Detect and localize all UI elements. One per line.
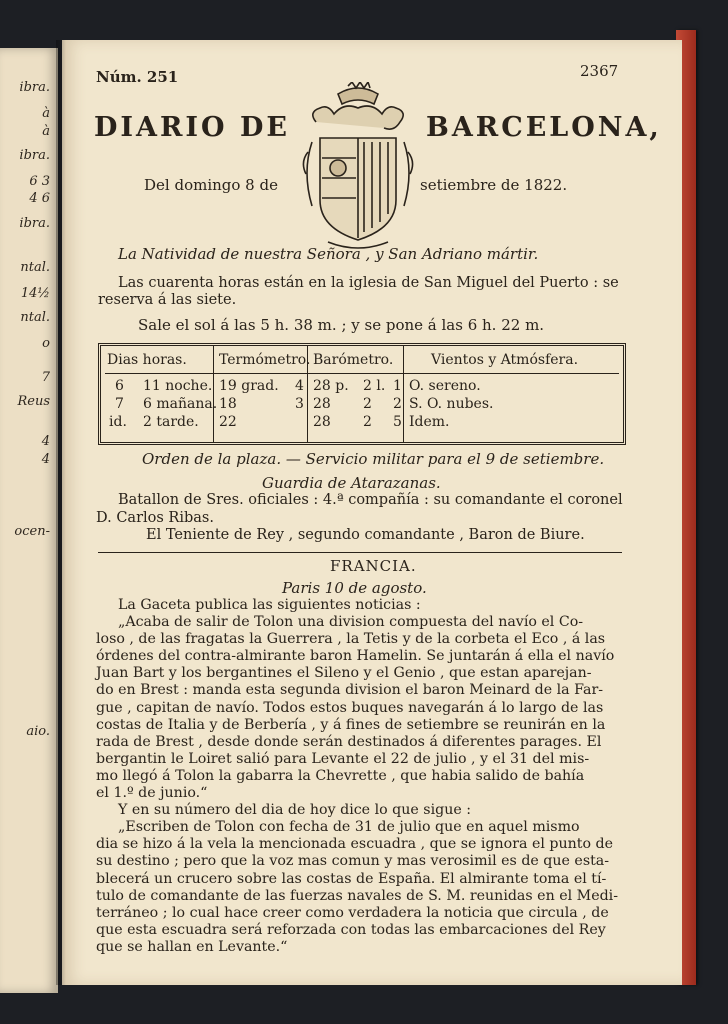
- left-fragment: ibra.: [19, 80, 50, 95]
- weather-cell: 28: [313, 414, 331, 430]
- article-line: bergantin le Loiret salió para Levante el 22 de julio , y el 31 del mis-: [96, 750, 590, 767]
- feast-of-day: La Natividad de nuestra Señora , y San Adriano mártir.: [118, 245, 539, 263]
- article-line: su destino ; pero que la voz mas comun y mas verosimil es de que esta-: [96, 853, 610, 870]
- left-page: [0, 48, 58, 993]
- article-line: „Escriben de Tolon con fecha de 31 de julio que en aquel mismo: [118, 819, 580, 836]
- article-line: La Gaceta publica las siguientes noticias :: [118, 597, 421, 613]
- article-line: gue , capitan de navío. Todos estos buques navegarán á lo largo de las: [96, 699, 604, 716]
- masthead-left: DIARIO DE: [94, 112, 290, 143]
- date-right: setiembre de 1822.: [420, 176, 568, 194]
- battalion-line: Batallon de Sres. oficiales : 4.ª compañía : su comandante el coronel: [118, 492, 623, 508]
- sunrise-sunset: Sale el sol á las 5 h. 38 m. ; y se pone á las 6 h. 22 m.: [138, 316, 545, 334]
- article-line: rada de Brest , desde donde serán destinados á diferentes parages. El: [96, 733, 602, 750]
- weather-header: Termómetro.: [219, 352, 311, 368]
- left-fragment: Reus: [17, 394, 50, 409]
- left-fragment: 4 6: [29, 191, 50, 206]
- weather-header: Dias horas.: [107, 352, 187, 368]
- article-line: dia se hizo á la vela la mencionada escuadra , que se ignora el punto de: [96, 836, 613, 853]
- weather-cell: 6 mañana.: [143, 396, 218, 412]
- article-line: Juan Bart y los bergantines el Sileno y el Genio , que estan aparejan-: [96, 665, 592, 682]
- masthead-right: BARCELONA,: [426, 112, 662, 143]
- coat-of-arms-icon: [298, 82, 418, 252]
- weather-cell: id.: [109, 414, 127, 430]
- left-fragment: ocen-: [14, 524, 50, 539]
- left-fragment: 4: [41, 452, 50, 467]
- gutter-shadow: [56, 40, 66, 985]
- article-line: mo llegó á Tolon la gabarra la Chevrette , que habia salido de bahía: [96, 767, 585, 784]
- weather-divider: [213, 346, 214, 442]
- guard-heading: Guardia de Atarazanas.: [262, 474, 441, 492]
- battalion-line-cont: D. Carlos Ribas.: [96, 510, 214, 526]
- weather-cell: 7: [115, 396, 124, 412]
- article-line: loso , de las fragatas la Guerrera , la Tetis y de la corbeta el Eco , á las: [96, 631, 606, 648]
- weather-cell: 2 tarde.: [143, 414, 199, 430]
- left-fragment: ntal.: [20, 310, 50, 325]
- article-line: Y en su número del dia de hoy dice lo que sigue :: [118, 802, 472, 819]
- issue-number: Núm. 251: [96, 68, 179, 86]
- weather-cell: 5: [393, 414, 402, 430]
- left-fragment: ibra.: [19, 148, 50, 163]
- left-fragment: à: [42, 106, 50, 121]
- left-fragment: 4: [41, 434, 50, 449]
- article-body: [96, 597, 626, 956]
- weather-cell: 28: [313, 396, 331, 412]
- article-line: el 1.º de junio.“: [96, 785, 208, 802]
- article-line: do en Brest : manda esta segunda division el baron Meinard de la Far-: [96, 682, 604, 699]
- article-line: tulo de comandante de las fuerzas navales de S. M. reunidas en el Medi-: [96, 887, 619, 904]
- weather-cell: 11 noche.: [143, 378, 213, 394]
- left-fragment: 6 3: [29, 174, 50, 189]
- date-left: Del domingo 8 de: [144, 176, 278, 194]
- weather-cell: 28 p.: [313, 378, 349, 394]
- left-fragment: aio.: [26, 724, 50, 739]
- left-fragment: 14½: [20, 286, 50, 301]
- article-line: órdenes del contra-almirante baron Hamelin. Se juntarán á ella el navío: [96, 648, 615, 665]
- section-rule: [98, 552, 622, 553]
- forty-hours-notice: Las cuarenta horas están en la iglesia de San Miguel del Puerto : se: [118, 275, 619, 291]
- left-fragment: ntal.: [20, 260, 50, 275]
- weather-header: Vientos y Atmósfera.: [431, 352, 579, 368]
- forty-hours-notice-cont: reserva á las siete.: [98, 292, 237, 308]
- lieutenant-line: El Teniente de Rey , segundo comandante , Baron de Biure.: [146, 527, 585, 543]
- weather-cell: 19 grad.: [219, 378, 279, 394]
- article-line: que se hallan en Levante.“: [96, 938, 288, 955]
- weather-cell: 6: [115, 378, 124, 394]
- weather-cell: 2 l.: [363, 378, 386, 394]
- left-fragment: ibra.: [19, 216, 50, 231]
- weather-cell: 18: [219, 396, 237, 412]
- weather-header-rule: [105, 373, 619, 374]
- weather-cell: 4: [295, 378, 304, 394]
- dateline: Paris 10 de agosto.: [282, 579, 427, 597]
- section-title: FRANCIA.: [330, 557, 417, 575]
- article-line: blecerá un crucero sobre las costas de España. El almirante toma el tí-: [96, 870, 607, 887]
- military-order-heading: Orden de la plaza. — Servicio militar para el 9 de setiembre.: [142, 450, 605, 468]
- weather-cell: 1: [393, 378, 402, 394]
- weather-table: [98, 343, 626, 445]
- weather-cell: 2: [393, 396, 402, 412]
- newspaper-page: [62, 40, 682, 985]
- left-fragment: à: [42, 124, 50, 139]
- article-line: „Acaba de salir de Tolon una division compuesta del navío el Co-: [118, 614, 584, 631]
- article-line: que esta escuadra será reforzada con todas las embarcaciones del Rey: [96, 921, 606, 938]
- weather-cell: 2: [363, 396, 372, 412]
- weather-divider: [403, 346, 404, 442]
- page-folio: 2367: [580, 62, 619, 80]
- weather-header: Barómetro.: [313, 352, 394, 368]
- weather-cell: 22: [219, 414, 237, 430]
- weather-cell: S. O. nubes.: [409, 396, 494, 412]
- weather-cell: 2: [363, 414, 372, 430]
- left-fragment: o: [42, 336, 50, 351]
- weather-cell: O. sereno.: [409, 378, 481, 394]
- article-line: terráneo ; lo cual hace creer como verdadera la noticia que circula , de: [96, 904, 609, 921]
- weather-cell: 3: [295, 396, 304, 412]
- weather-cell: Idem.: [409, 414, 450, 430]
- article-line: costas de Italia y de Berbería , y á fines de setiembre se reunirán en la: [96, 716, 606, 733]
- left-fragment: 7: [41, 370, 50, 385]
